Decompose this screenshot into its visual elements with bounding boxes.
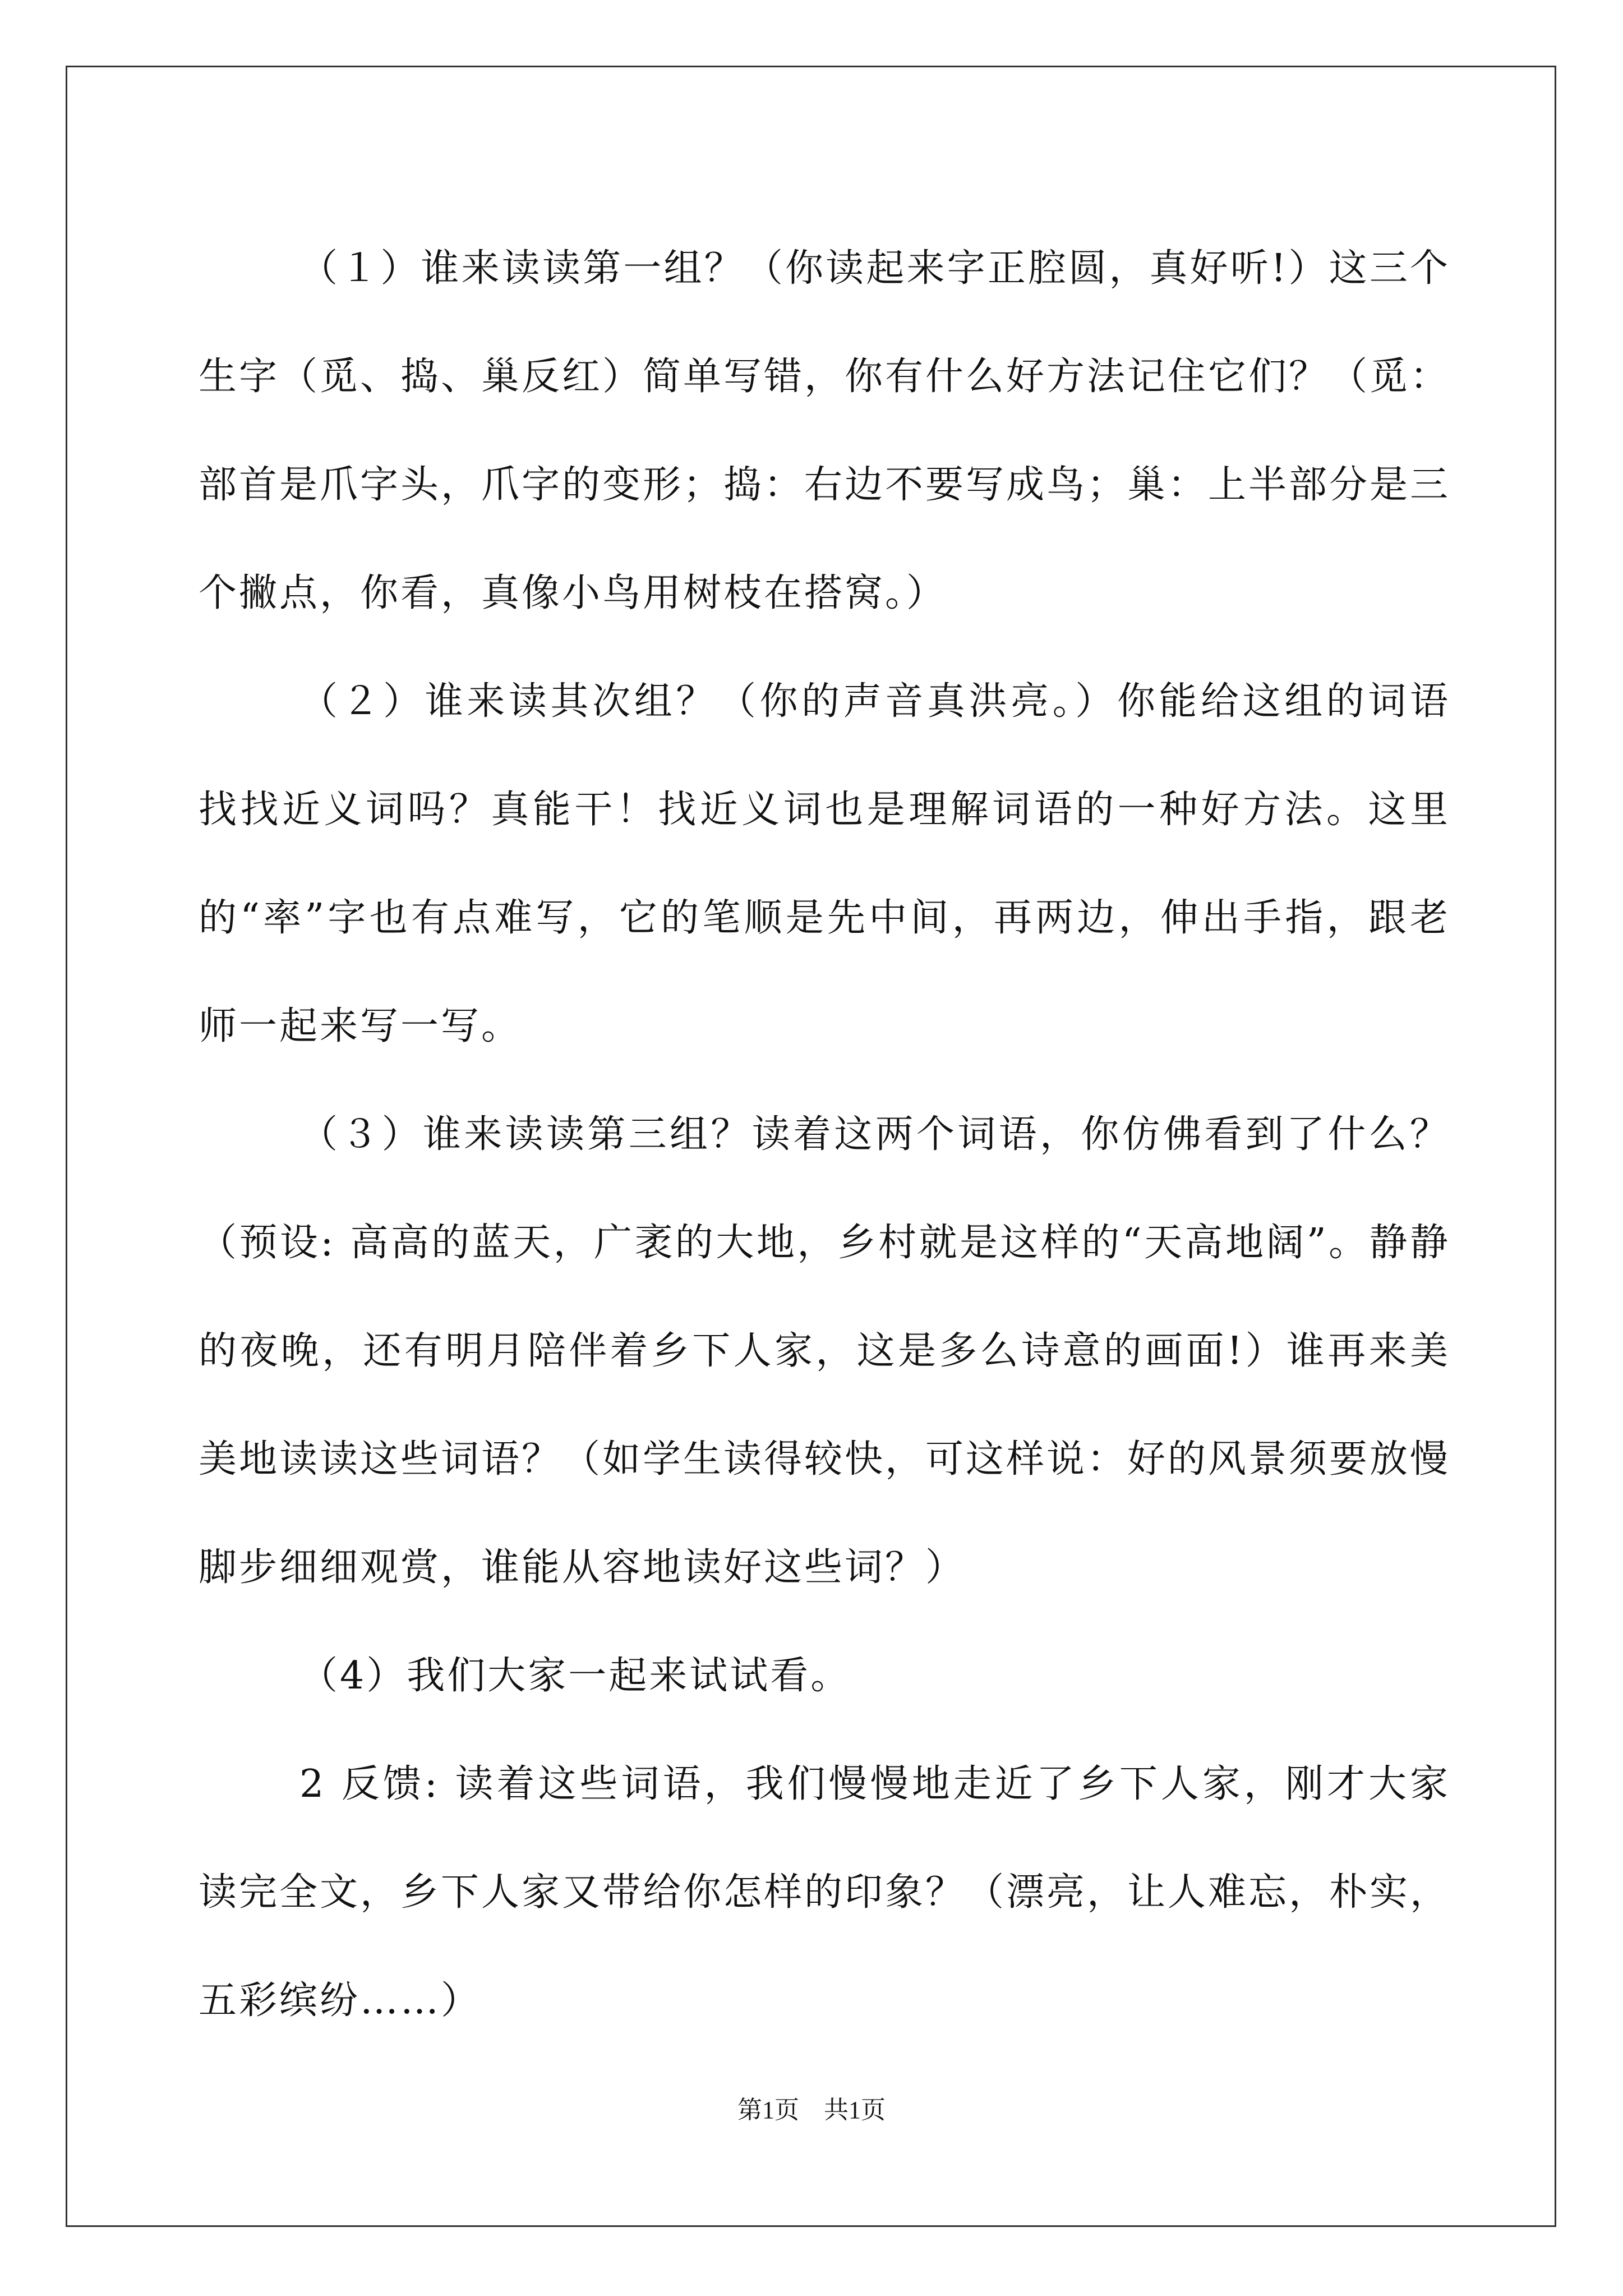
page-footer: 第1页 共1页 bbox=[737, 2096, 886, 2124]
paragraph-1: （１）谁来读读第一组？（你读起来字正腔圆，真好听!）这三个生字（觅、捣、巢反红）简单写错，你有什么好方法记住它们？（觅：部首是爪字头，爪字的变形；捣：右边不要写成鸟；巢：上半部分是三个撇点，你看，真像小鸟用树枝在搭窝。） bbox=[199, 246, 1451, 615]
paragraph-3: （３）谁来读读第三组？读着这两个词语，你仿佛看到了什么？（预设: 高高的蓝天，广袤的大地，乡村就是这样的“天高地阔”。静静的夜晚，还有明月陪伴着乡下人家，这是多么诗意的画面!）谁再来美美地读读这些词语？（如学生读得较快，可这样说：好的风景须要放慢脚步细细观赏，谁能从容地读好这些词？） bbox=[199, 1112, 1451, 1590]
document-body bbox=[199, 214, 1450, 2055]
paragraph-2: （２）谁来读其次组？（你的声音真洪亮。）你能给这组的词语找找近义词吗？真能干！找近义词也是理解词语的一种好方法。这里的“率”字也有点难写，它的笔顺是先中间，再两边，伸出手指，跟老师一起来写一写。 bbox=[199, 679, 1450, 1048]
paragraph-5: 2 反馈: 读着这些词语，我们慢慢地走近了乡下人家，刚才大家读完全文，乡下人家又带给你怎样的印象？（漂亮，让人难忘，朴实，五彩缤纷……） bbox=[199, 1762, 1451, 2023]
paragraph-4: （4）我们大家一起来试试看。 bbox=[299, 1654, 851, 1698]
